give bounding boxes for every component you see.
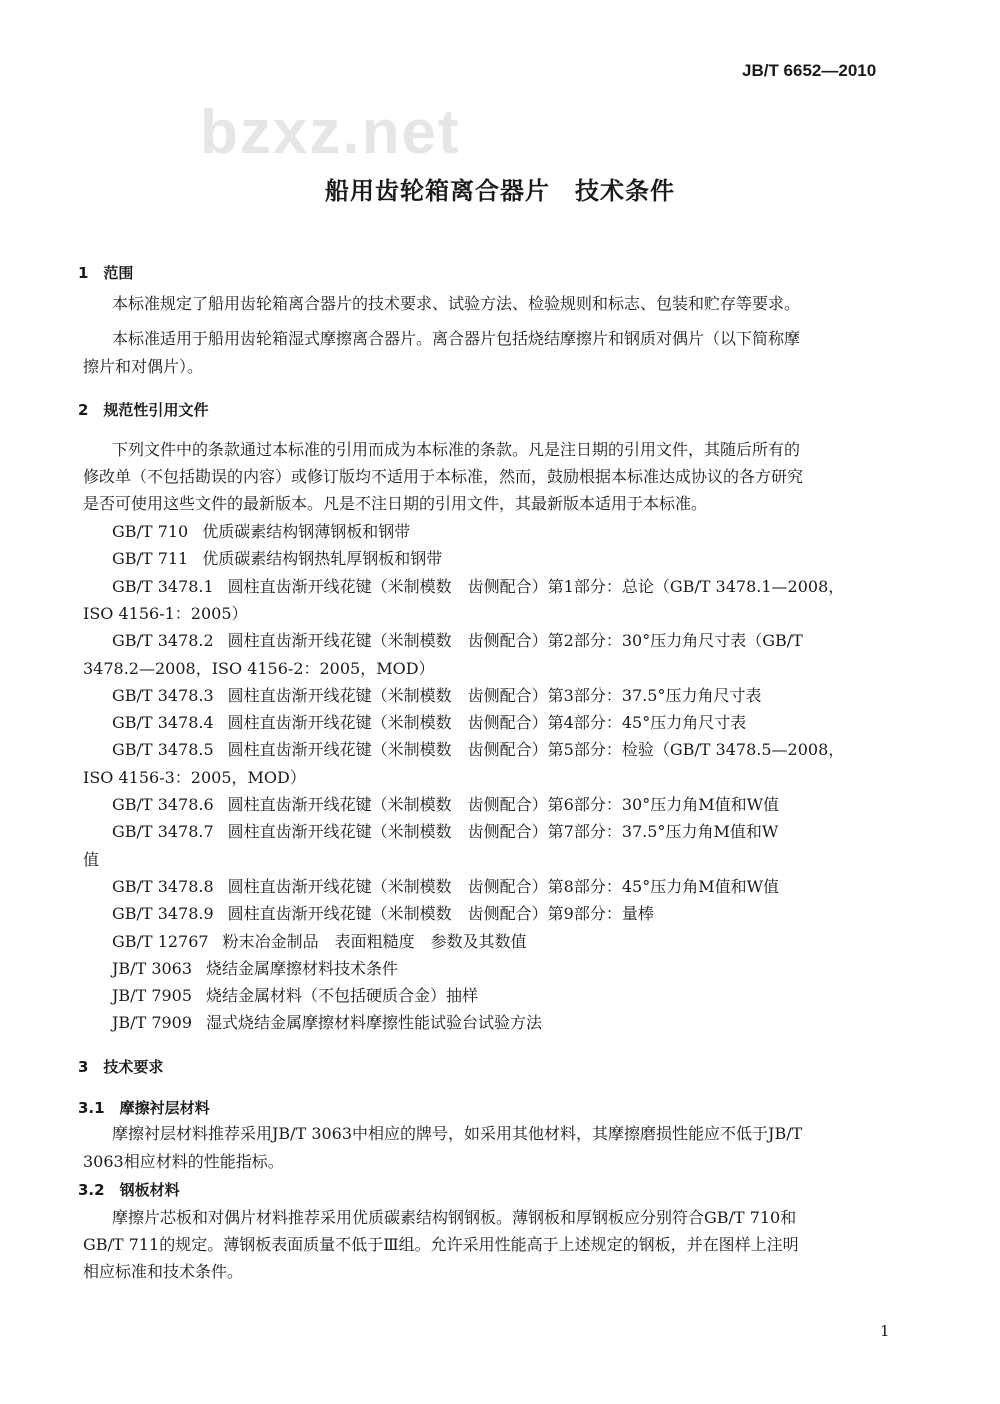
- reference-item: [112, 932, 888, 952]
- reference-item: [112, 986, 888, 1006]
- reference-code: GB/T 3478.1: [112, 576, 214, 596]
- standard-code: JB/T 6652—2010: [742, 61, 877, 80]
- paragraph: 相应标准和技术条件。: [83, 1262, 244, 1281]
- reference-code: GB/T 3478.5: [112, 740, 214, 760]
- paragraph: 下列文件中的条款通过本标准的引用而成为本标准的条款。凡是注日期的引用文件，其随后所有的: [112, 440, 801, 459]
- section-3-2-heading: 3.2 钢板材料: [78, 1181, 180, 1199]
- reference-title: 圆柱直齿渐开线花键（米制模数 齿侧配合）第1部分：总论（GB/T 3478.1—2008，: [227, 576, 845, 596]
- reference-title: 烧结金属摩擦材料技术条件: [206, 958, 399, 978]
- reference-code: GB/T 3478.7: [112, 822, 214, 842]
- paragraph: 擦片和对偶片）。: [83, 357, 204, 376]
- section-3-heading: 3 技术要求: [78, 1058, 164, 1076]
- reference-title: 圆柱直齿渐开线花键（米制模数 齿侧配合）第2部分：30°压力角尺寸表（GB/T: [227, 631, 803, 651]
- reference-title: 圆柱直齿渐开线花键（米制模数 齿侧配合）第7部分：37.5°压力角M值和W: [227, 822, 779, 842]
- reference-continuation: ISO 4156-1：2005）: [83, 603, 248, 623]
- paragraph: 是否可使用这些文件的最新版本。凡是不注日期的引用文件，其最新版本适用于本标准。: [83, 494, 708, 513]
- section-3-1-heading: 3.1 摩擦衬层材料: [78, 1099, 210, 1117]
- reference-item: [112, 1013, 888, 1033]
- reference-code: GB/T 3478.8: [112, 876, 214, 896]
- reference-title: 优质碳素结构钢热轧厚钢板和钢带: [202, 549, 443, 569]
- reference-code: GB/T 3478.3: [112, 685, 214, 705]
- reference-continuation: ISO 4156-3：2005，MOD）: [83, 767, 306, 787]
- paragraph: GB/T 711的规定。薄钢板表面质量不低于Ⅲ组。允许采用性能高于上述规定的钢板，并在图样上注明: [83, 1235, 799, 1254]
- reference-code: GB/T 3478.2: [112, 631, 214, 651]
- reference-title: 湿式烧结金属摩擦材料摩擦性能试验台试验方法: [206, 1013, 543, 1033]
- paragraph: 本标准适用于船用齿轮箱湿式摩擦离合器片。离合器片包括烧结摩擦片和钢质对偶片（以下简称摩: [112, 329, 801, 348]
- reference-title: 圆柱直齿渐开线花键（米制模数 齿侧配合）第9部分：量棒: [227, 904, 654, 924]
- reference-item: [112, 822, 888, 842]
- paragraph: 修改单（不包括勘误的内容）或修订版均不适用于本标准，然而，鼓励根据本标准达成协议的各方研究: [83, 467, 804, 486]
- reference-item: [112, 631, 888, 651]
- reference-item: [112, 713, 888, 733]
- paragraph: 摩擦衬层材料推荐采用JB/T 3063中相应的牌号，如采用其他材料，其摩擦磨损性能应不低于JB/T: [112, 1124, 803, 1143]
- reference-item: [112, 740, 888, 760]
- reference-item: [112, 795, 888, 815]
- reference-code: GB/T 12767: [112, 931, 209, 951]
- watermark: bzxz.net: [200, 98, 461, 167]
- reference-item: [112, 686, 888, 706]
- reference-continuation: 3478.2—2008，ISO 4156-2：2005，MOD）: [83, 658, 435, 678]
- reference-title: 圆柱直齿渐开线花键（米制模数 齿侧配合）第8部分：45°压力角M值和W值: [227, 876, 780, 896]
- reference-title: 优质碳素结构钢薄钢板和钢带: [202, 522, 411, 541]
- paragraph: 本标准规定了船用齿轮箱离合器片的技术要求、试验方法、检验规则和标志、包装和贮存等要求。: [112, 294, 801, 313]
- reference-item: [112, 904, 888, 924]
- reference-title: 圆柱直齿渐开线花键（米制模数 齿侧配合）第3部分：37.5°压力角尺寸表: [227, 685, 762, 705]
- reference-continuation: 值: [83, 849, 100, 869]
- reference-item: [112, 959, 888, 979]
- paragraph: 3063相应材料的性能指标。: [83, 1152, 284, 1171]
- reference-item: [112, 549, 888, 569]
- reference-title: 圆柱直齿渐开线花键（米制模数 齿侧配合）第5部分：检验（GB/T 3478.5—2008，: [227, 740, 845, 760]
- reference-code: GB/T 3478.9: [112, 904, 214, 924]
- paragraph: 摩擦片芯板和对偶片材料推荐采用优质碳素结构钢钢板。薄钢板和厚钢板应分别符合GB/T 710和: [112, 1208, 797, 1227]
- reference-code: JB/T 7909: [112, 1013, 193, 1033]
- reference-code: JB/T 3063: [112, 958, 193, 978]
- reference-title: 圆柱直齿渐开线花键（米制模数 齿侧配合）第6部分：30°压力角M值和W值: [227, 795, 780, 814]
- reference-item: [112, 522, 888, 542]
- page-number: 1: [880, 1322, 890, 1340]
- reference-item: [112, 577, 888, 597]
- reference-title: 粉末冶金制品 表面粗糙度 参数及其数值: [222, 931, 527, 951]
- reference-title: 圆柱直齿渐开线花键（米制模数 齿侧配合）第4部分：45°压力角尺寸表: [227, 713, 747, 733]
- reference-code: GB/T 710: [112, 522, 189, 541]
- reference-code: GB/T 3478.4: [112, 713, 214, 733]
- reference-code: GB/T 711: [112, 549, 189, 569]
- reference-item: [112, 877, 888, 897]
- reference-title: 烧结金属材料（不包括硬质合金）抽样: [206, 986, 479, 1006]
- document-title: 船用齿轮箱离合器片 技术条件: [325, 177, 675, 205]
- reference-code: JB/T 7905: [112, 986, 193, 1006]
- section-1-heading: 1 范围: [78, 264, 134, 282]
- reference-code: GB/T 3478.6: [112, 795, 214, 814]
- section-2-heading: 2 规范性引用文件: [78, 401, 209, 419]
